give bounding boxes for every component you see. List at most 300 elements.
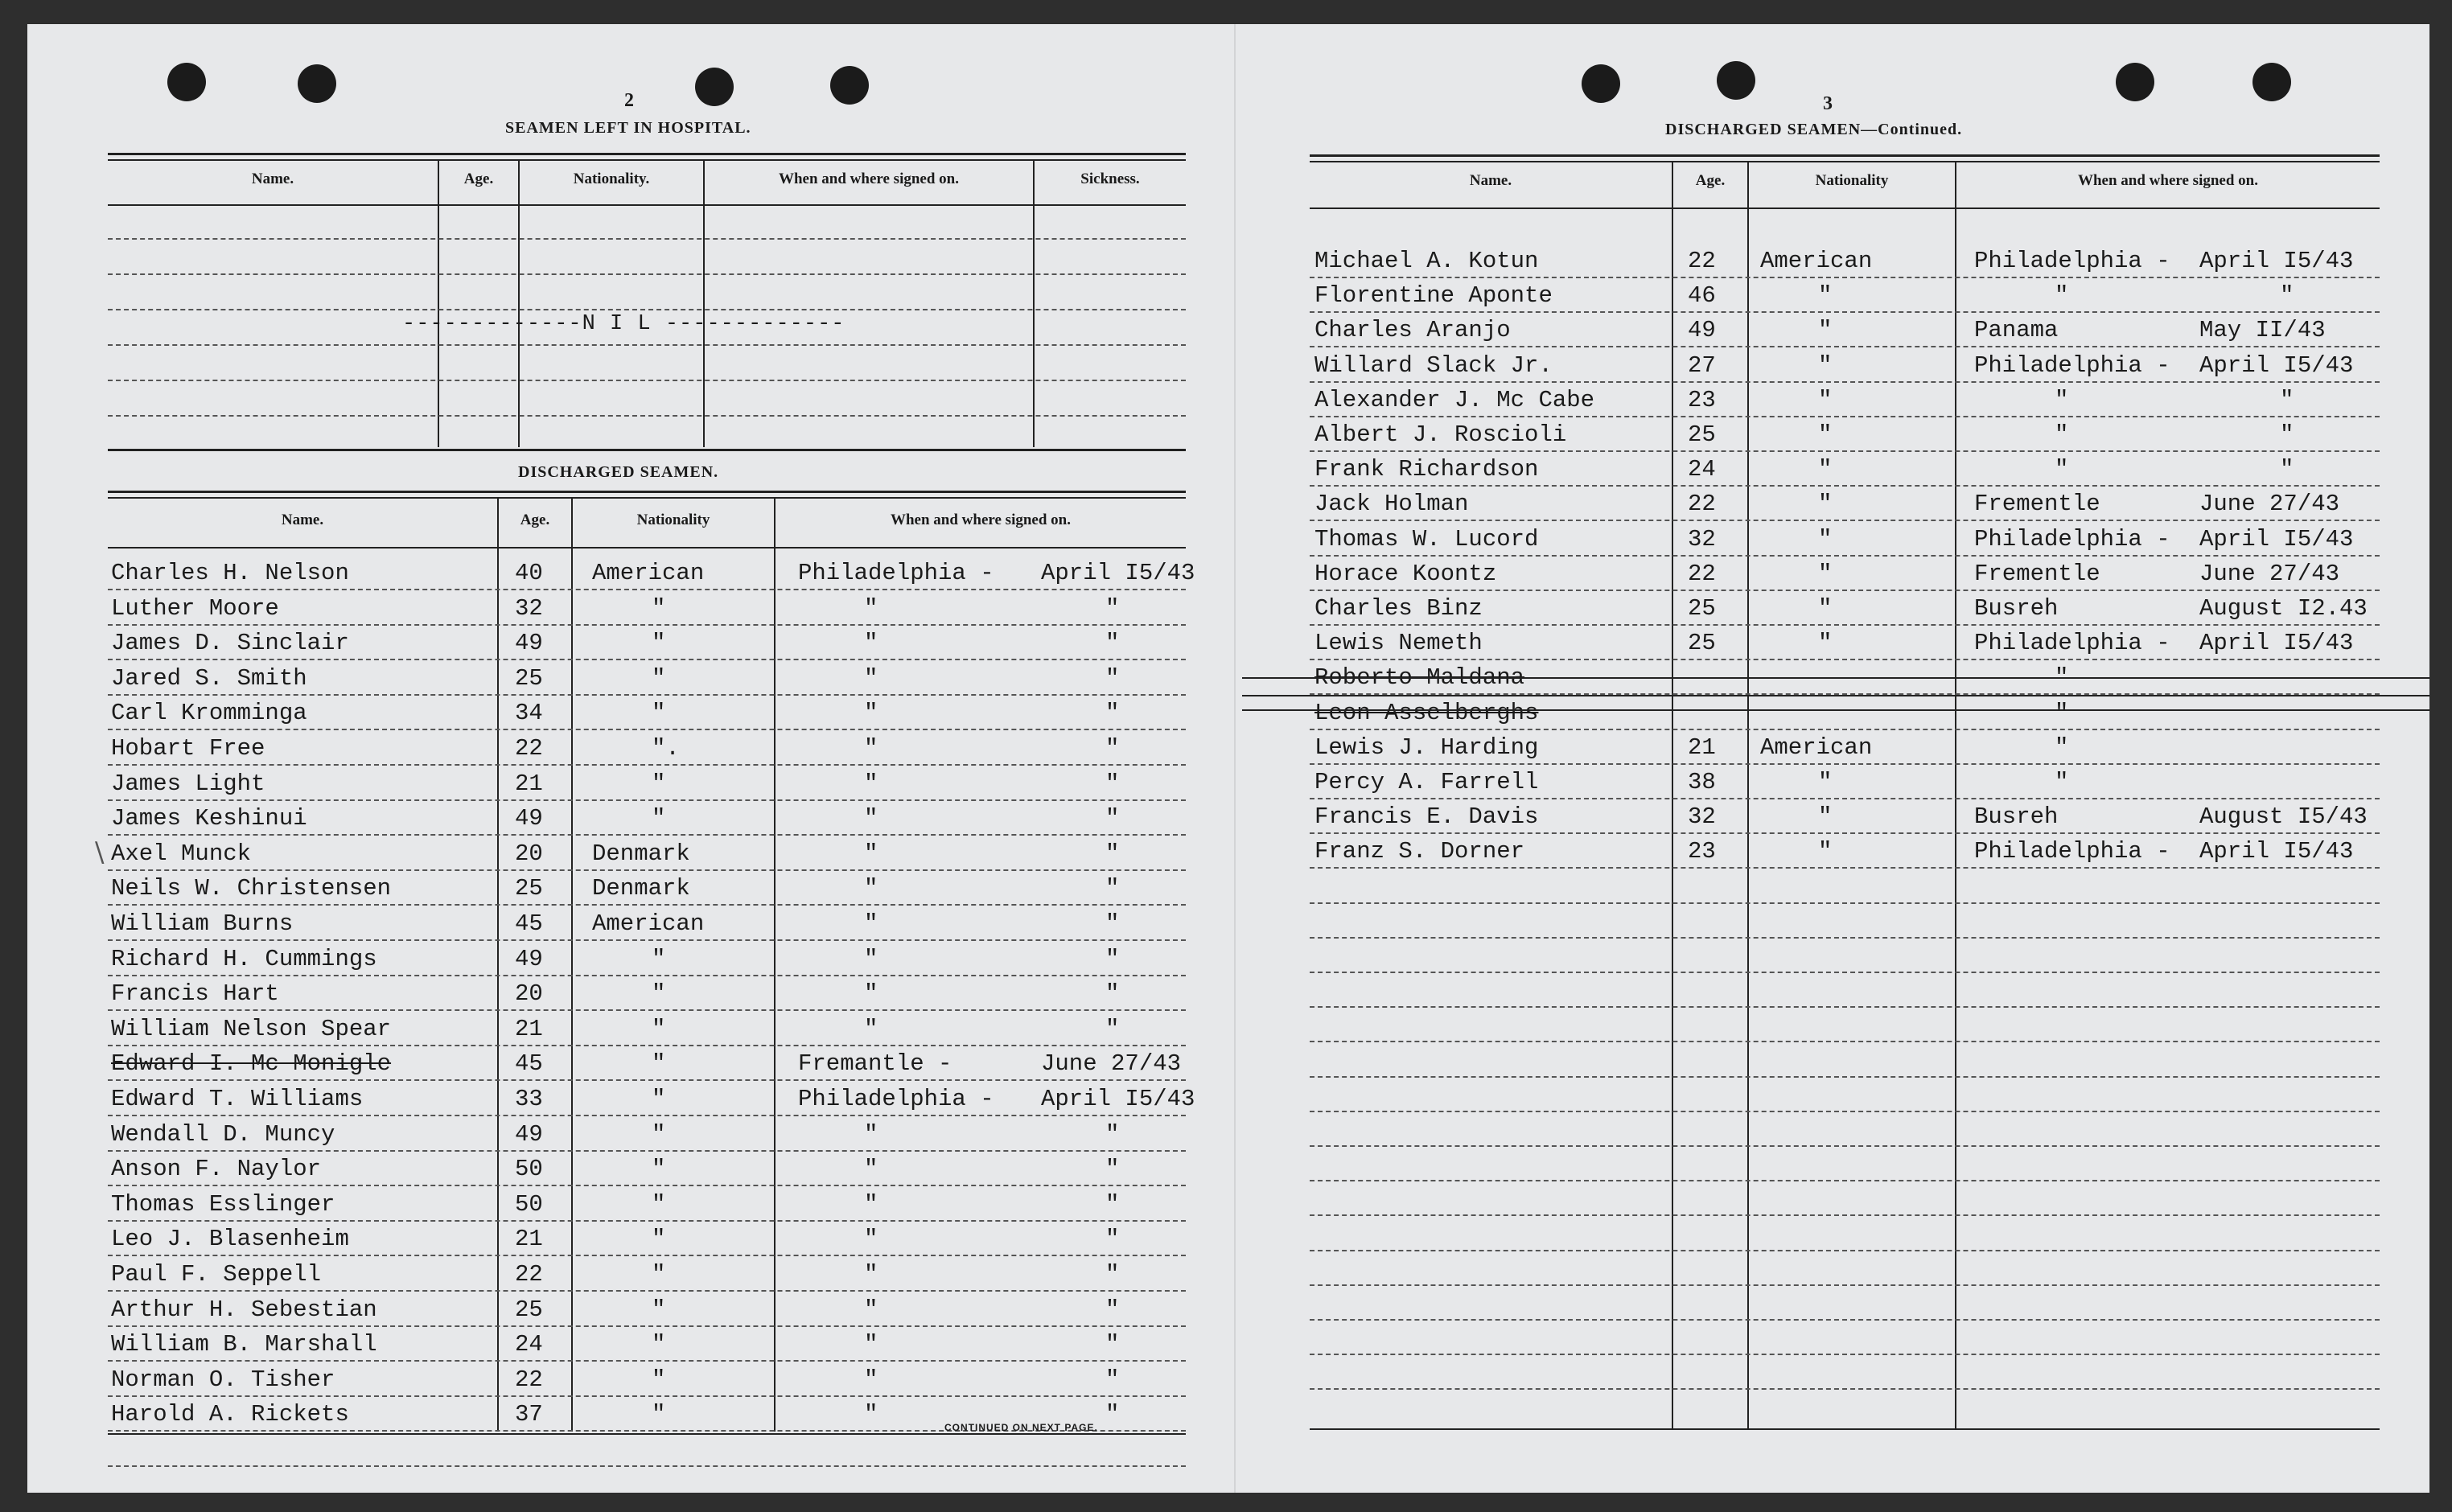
ruled-row	[1310, 1076, 2380, 1078]
seaman-age: 22	[1688, 248, 1716, 274]
column-divider	[497, 499, 499, 1432]
seaman-name: Richard H. Cummings	[111, 946, 377, 972]
seaman-name: Albert J. Roscioli	[1314, 421, 1567, 448]
seaman-age: 37	[515, 1401, 543, 1428]
discharged-continued-title: DISCHARGED SEAMEN—Continued.	[1665, 121, 1963, 138]
page-number-right: 3	[1823, 93, 1833, 114]
seaman-age: 21	[515, 1226, 543, 1252]
signed-on-date: April I5/43	[2199, 248, 2354, 274]
seaman-nationality: "	[652, 980, 666, 1007]
signed-on-date: "	[1105, 735, 1120, 762]
ruled-row	[108, 1079, 1186, 1081]
signed-on-place: "	[864, 1261, 878, 1288]
seaman-name: Axel Munck	[111, 840, 252, 867]
seaman-age: 21	[515, 1016, 543, 1042]
ruled-row	[1310, 485, 2380, 487]
signed-on-date: "	[1105, 1401, 1120, 1428]
seaman-age: 49	[515, 630, 543, 656]
ruled-row	[108, 764, 1186, 766]
ruled-row	[1310, 590, 2380, 591]
seaman-name: Willard Slack Jr.	[1314, 352, 1553, 379]
rule	[108, 497, 1186, 499]
seaman-nationality: American	[1760, 734, 1873, 761]
seaman-name: Edward T. Williams	[111, 1086, 364, 1112]
col-nationality-header: Nationality.	[573, 171, 650, 187]
ruled-row	[1310, 555, 2380, 557]
signed-on-place: "	[864, 980, 878, 1007]
seaman-name: Thomas Esslinger	[111, 1191, 335, 1218]
rule	[108, 1433, 1186, 1435]
signed-on-place: "	[864, 700, 878, 726]
ruled-row	[108, 1395, 1186, 1397]
signed-on-place: "	[2055, 700, 2069, 726]
signed-on-date: "	[1105, 1016, 1120, 1042]
rule	[1310, 1428, 2380, 1430]
col-signed-on-header: When and where signed on.	[778, 171, 959, 187]
column-divider	[774, 499, 776, 1432]
signed-on-date: "	[2280, 421, 2294, 448]
signed-on-place: Philadelphia -	[798, 560, 994, 586]
seaman-age: 32	[1688, 526, 1716, 553]
ruled-row	[1310, 1214, 2380, 1216]
ruled-row	[108, 729, 1186, 730]
signed-on-date: "	[1105, 700, 1120, 726]
ruled-row	[1310, 346, 2380, 347]
signed-on-place: "	[864, 1156, 878, 1182]
seaman-nationality: "	[652, 1366, 666, 1393]
seaman-name: Charles Binz	[1314, 595, 1483, 622]
signed-on-date: "	[1105, 840, 1120, 867]
signed-on-date: "	[1105, 770, 1120, 797]
col-name-header: Name.	[251, 171, 294, 187]
seaman-name: Leo J. Blasenheim	[111, 1226, 349, 1252]
seaman-nationality: "	[652, 1261, 666, 1288]
signed-on-date: April I5/43	[2199, 526, 2354, 553]
seaman-name: William B. Marshall	[111, 1331, 377, 1358]
seaman-name: William Nelson Spear	[111, 1016, 392, 1042]
seaman-name: Charles Aranjo	[1314, 317, 1511, 343]
seaman-age: 40	[515, 560, 543, 586]
seaman-nationality: "	[1818, 387, 1833, 413]
signed-on-place: Frementle	[1974, 491, 2100, 517]
signed-on-place: "	[864, 1366, 878, 1393]
ruled-row	[108, 904, 1186, 906]
seaman-name: Frank Richardson	[1314, 456, 1539, 483]
column-divider	[1747, 162, 1749, 1428]
signed-on-place: "	[864, 805, 878, 832]
seaman-nationality: "	[1818, 838, 1833, 865]
ruled-row	[1310, 798, 2380, 799]
signed-on-place: "	[864, 770, 878, 797]
seaman-nationality: "	[652, 700, 666, 726]
seaman-nationality: "	[1818, 352, 1833, 379]
seaman-name: Alexander J. Mc Cabe	[1314, 387, 1595, 413]
column-divider	[703, 161, 705, 447]
seaman-age: 25	[515, 665, 543, 692]
seaman-nationality: "	[652, 1050, 666, 1077]
seaman-nationality: "	[1818, 595, 1833, 622]
seaman-nationality: "	[652, 1121, 666, 1148]
ruled-row	[1310, 1006, 2380, 1008]
seaman-nationality: "	[652, 665, 666, 692]
seaman-name: Paul F. Seppell	[111, 1261, 322, 1288]
seaman-name: Carl Kromminga	[111, 700, 307, 726]
rule	[108, 449, 1186, 451]
signed-on-date: "	[1105, 630, 1120, 656]
signed-on-date: "	[1105, 1331, 1120, 1358]
seaman-nationality: "	[1818, 769, 1833, 795]
signed-on-place: Frementle	[1974, 561, 2100, 587]
signed-on-place: "	[864, 735, 878, 762]
seaman-name: Harold A. Rickets	[111, 1401, 349, 1428]
signed-on-place: "	[2055, 387, 2069, 413]
ruled-row	[1310, 867, 2380, 869]
signed-on-date: "	[1105, 1226, 1120, 1252]
ruled-row	[108, 1115, 1186, 1116]
seaman-name: Neils W. Christensen	[111, 875, 392, 902]
ruled-row	[1310, 1180, 2380, 1181]
seaman-age: 25	[1688, 630, 1716, 656]
seaman-nationality: American	[592, 560, 705, 586]
ruled-row	[108, 1465, 1186, 1467]
seaman-age: 22	[515, 735, 543, 762]
ruled-row	[108, 1220, 1186, 1222]
seaman-nationality: "	[1818, 491, 1833, 517]
discharged-section-title: DISCHARGED SEAMEN.	[518, 463, 719, 481]
col-age-header: Age.	[463, 171, 494, 187]
seaman-age: 20	[515, 980, 543, 1007]
handwritten-check-mark: \	[95, 836, 105, 869]
col-name-header: Name.	[1469, 172, 1512, 189]
column-divider	[1033, 161, 1035, 447]
rule	[1310, 207, 2380, 209]
seaman-nationality: "	[652, 1331, 666, 1358]
signed-on-place: Philadelphia -	[1974, 248, 2170, 274]
seaman-age: 20	[515, 840, 543, 867]
signed-on-place: "	[864, 1226, 878, 1252]
ruled-row	[1310, 729, 2380, 730]
seaman-age: 23	[1688, 387, 1716, 413]
ruled-row	[1310, 624, 2380, 626]
punch-hole	[1717, 61, 1755, 100]
seaman-nationality: "	[652, 946, 666, 972]
signed-on-date: April I5/43	[2199, 352, 2354, 379]
col-age-header: Age.	[1695, 172, 1726, 189]
col-signed-on-header: When and where signed on.	[890, 512, 1071, 528]
seaman-age: 25	[515, 875, 543, 902]
ruled-row	[108, 1045, 1186, 1046]
continued-footer: CONTINUED ON NEXT PAGE.	[944, 1422, 1098, 1433]
seaman-name: James Light	[111, 770, 265, 797]
seaman-nationality: Denmark	[592, 875, 690, 902]
seaman-name: Norman O. Tisher	[111, 1366, 335, 1393]
ruled-row	[1310, 1145, 2380, 1147]
seaman-name: Anson F. Naylor	[111, 1156, 322, 1182]
ruled-row	[1310, 1250, 2380, 1251]
signed-on-date: May II/43	[2199, 317, 2326, 343]
ruled-row	[1310, 1388, 2380, 1390]
rule	[108, 204, 1186, 206]
seaman-age: 25	[1688, 595, 1716, 622]
signed-on-place: "	[864, 1121, 878, 1148]
rule	[108, 547, 1186, 549]
rule	[108, 159, 1186, 161]
signed-on-date: April I5/43	[1041, 560, 1195, 586]
punch-hole	[830, 66, 869, 105]
col-signed-on-header: When and where signed on.	[2077, 172, 2258, 189]
ruled-row	[108, 1255, 1186, 1256]
signed-on-date: June 27/43	[2199, 561, 2340, 587]
seaman-age: 32	[515, 595, 543, 622]
column-divider	[438, 161, 439, 447]
seaman-name: Jack Holman	[1314, 491, 1469, 517]
ruled-row	[1310, 277, 2380, 278]
ruled-row	[1310, 937, 2380, 939]
seaman-age: 21	[515, 770, 543, 797]
col-nationality-header: Nationality	[636, 512, 710, 528]
seaman-nationality: "	[652, 1191, 666, 1218]
signed-on-place: Panama	[1974, 317, 2059, 343]
seaman-name: Florentine Aponte	[1314, 282, 1553, 309]
ruled-row	[1310, 902, 2380, 904]
seaman-nationality: "	[652, 1156, 666, 1182]
signed-on-place: "	[864, 910, 878, 937]
ruled-row	[1310, 659, 2380, 660]
seaman-name: Roberto Maldana	[1314, 664, 1525, 691]
hospital-section-title: SEAMEN LEFT IN HOSPITAL.	[505, 119, 751, 137]
seaman-nationality: "	[1818, 421, 1833, 448]
seaman-age: 24	[1688, 456, 1716, 483]
seaman-age: 23	[1688, 838, 1716, 865]
seaman-nationality: "	[652, 1401, 666, 1428]
seaman-age: 45	[515, 910, 543, 937]
strike-rule	[1242, 677, 2429, 679]
signed-on-place: "	[864, 1191, 878, 1218]
seaman-age: 27	[1688, 352, 1716, 379]
seaman-name: Wendall D. Muncy	[111, 1121, 335, 1148]
page-number-left: 2	[624, 90, 634, 111]
seaman-nationality: "	[652, 1016, 666, 1042]
seaman-name: Francis E. Davis	[1314, 803, 1539, 830]
signed-on-date: "	[1105, 946, 1120, 972]
seaman-age: 49	[515, 1121, 543, 1148]
signed-on-date: April I5/43	[1041, 1086, 1195, 1112]
seaman-name: Hobart Free	[111, 735, 265, 762]
signed-on-date: April I5/43	[2199, 838, 2354, 865]
ruled-row	[108, 975, 1186, 976]
ruled-row	[1310, 832, 2380, 834]
seaman-nationality: Denmark	[592, 840, 690, 867]
seaman-nationality: "	[652, 1226, 666, 1252]
seaman-name: Charles H. Nelson	[111, 560, 349, 586]
seaman-age: 22	[515, 1261, 543, 1288]
seaman-name: Francis Hart	[111, 980, 279, 1007]
col-name-header: Name.	[281, 512, 324, 528]
signed-on-date: "	[1105, 665, 1120, 692]
seaman-name: Thomas W. Lucord	[1314, 526, 1539, 553]
signed-on-place: "	[2055, 421, 2069, 448]
seaman-age: 49	[1688, 317, 1716, 343]
ruled-row	[108, 238, 1186, 240]
col-age-header: Age.	[520, 512, 550, 528]
signed-on-place: "	[2055, 769, 2069, 795]
ruled-row	[108, 624, 1186, 626]
seaman-nationality: "	[1818, 561, 1833, 587]
seaman-age: 22	[1688, 491, 1716, 517]
seaman-nationality: "	[652, 1296, 666, 1323]
seaman-nationality: ".	[652, 735, 680, 762]
signed-on-place: Philadelphia -	[1974, 838, 2170, 865]
seaman-name: William Burns	[111, 910, 294, 937]
punch-hole	[2252, 63, 2291, 101]
ruled-row	[108, 799, 1186, 801]
signed-on-place: Busreh	[1974, 803, 2059, 830]
ruled-row	[108, 834, 1186, 836]
seaman-nationality: "	[1818, 456, 1833, 483]
ruled-row	[1310, 1284, 2380, 1286]
ruled-row	[108, 1290, 1186, 1292]
ruled-row	[108, 1360, 1186, 1362]
ruled-row	[108, 939, 1186, 941]
seaman-nationality: "	[1818, 630, 1833, 656]
rule	[1310, 154, 2380, 157]
signed-on-date: "	[1105, 1366, 1120, 1393]
seaman-name: Arthur H. Sebestian	[111, 1296, 377, 1323]
ruled-row	[108, 589, 1186, 590]
signed-on-place: "	[864, 840, 878, 867]
seaman-age: 32	[1688, 803, 1716, 830]
ruled-row	[108, 380, 1186, 381]
ruled-row	[1310, 381, 2380, 383]
strike-rule	[1242, 709, 2429, 711]
ruled-row	[108, 659, 1186, 660]
signed-on-date: "	[1105, 875, 1120, 902]
signed-on-place: "	[2055, 456, 2069, 483]
signed-on-date: "	[1105, 910, 1120, 937]
signed-on-place: Fremantle -	[798, 1050, 952, 1077]
punch-hole	[2116, 63, 2154, 101]
signed-on-date: "	[1105, 1296, 1120, 1323]
column-divider	[571, 499, 573, 1432]
signed-on-place: Busreh	[1974, 595, 2059, 622]
seaman-name: Percy A. Farrell	[1314, 769, 1539, 795]
seaman-name: Luther Moore	[111, 595, 279, 622]
ruled-row	[1310, 972, 2380, 973]
signed-on-place: "	[2055, 664, 2069, 691]
seaman-age: 21	[1688, 734, 1716, 761]
ruled-row	[1310, 520, 2380, 521]
ruled-row	[1310, 1354, 2380, 1355]
signed-on-place: "	[864, 946, 878, 972]
ruled-row	[1310, 311, 2380, 313]
ruled-row	[108, 1185, 1186, 1186]
seaman-age: 25	[515, 1296, 543, 1323]
signed-on-place: "	[2055, 282, 2069, 309]
rule	[108, 491, 1186, 493]
ruled-row	[1310, 763, 2380, 765]
seaman-age: 49	[515, 946, 543, 972]
ruled-row	[108, 344, 1186, 346]
ruled-row	[1310, 1319, 2380, 1321]
seaman-age: 50	[515, 1156, 543, 1182]
ruled-row	[1310, 450, 2380, 452]
signed-on-date: "	[1105, 1156, 1120, 1182]
col-nationality-header: Nationality	[1815, 172, 1889, 189]
seaman-name: Jared S. Smith	[111, 665, 307, 692]
column-divider	[1672, 162, 1673, 1428]
seaman-nationality: "	[652, 805, 666, 832]
signed-on-date: "	[1105, 980, 1120, 1007]
ruled-row	[108, 309, 1186, 310]
signed-on-place: "	[864, 1296, 878, 1323]
seaman-name: Edward I. Mc Monigle	[111, 1050, 392, 1077]
ruled-row	[108, 1325, 1186, 1327]
seaman-age: 49	[515, 805, 543, 832]
seaman-nationality: "	[652, 595, 666, 622]
signed-on-place: Philadelphia -	[798, 1086, 994, 1112]
column-divider	[518, 161, 520, 447]
signed-on-date: "	[1105, 805, 1120, 832]
seaman-age: 33	[515, 1086, 543, 1112]
seaman-name: James D. Sinclair	[111, 630, 349, 656]
seaman-age: 38	[1688, 769, 1716, 795]
ruled-row	[108, 1009, 1186, 1011]
signed-on-date: "	[2280, 282, 2294, 309]
seaman-nationality: "	[652, 770, 666, 797]
seaman-age: 24	[515, 1331, 543, 1358]
signed-on-date: August I5/43	[2199, 803, 2368, 830]
seaman-nationality: "	[652, 630, 666, 656]
seaman-name: Horace Koontz	[1314, 561, 1497, 587]
signed-on-date: "	[1105, 1261, 1120, 1288]
hospital-nil-entry: -------------N I L -------------	[402, 312, 845, 336]
seaman-nationality: "	[1818, 526, 1833, 553]
signed-on-place: "	[864, 665, 878, 692]
signed-on-date: "	[1105, 595, 1120, 622]
seaman-name: Lewis J. Harding	[1314, 734, 1539, 761]
signed-on-date: June 27/43	[1041, 1050, 1182, 1077]
signed-on-date: April I5/43	[2199, 630, 2354, 656]
signed-on-date: "	[2280, 387, 2294, 413]
seaman-age: 25	[1688, 421, 1716, 448]
seaman-age: 45	[515, 1050, 543, 1077]
strike-rule	[1242, 695, 2429, 696]
seaman-age: 22	[1688, 561, 1716, 587]
rule	[1310, 161, 2380, 162]
signed-on-date: "	[2280, 456, 2294, 483]
signed-on-place: Philadelphia -	[1974, 630, 2170, 656]
seaman-name: James Keshinui	[111, 805, 307, 832]
signed-on-place: "	[864, 875, 878, 902]
signed-on-place: "	[864, 595, 878, 622]
ruled-row	[108, 415, 1186, 417]
seaman-nationality: "	[1818, 803, 1833, 830]
page-fold	[1234, 24, 1236, 1493]
punch-hole	[298, 64, 336, 103]
signed-on-date: August I2.43	[2199, 595, 2368, 622]
punch-hole	[167, 63, 206, 101]
document-sheet	[27, 24, 2429, 1493]
seaman-age: 46	[1688, 282, 1716, 309]
col-sickness-header: Sickness.	[1080, 171, 1140, 187]
seaman-name: Leon Asselberghs	[1314, 700, 1539, 726]
seaman-age: 50	[515, 1191, 543, 1218]
signed-on-place: "	[2055, 734, 2069, 761]
ruled-row	[1310, 1041, 2380, 1042]
seaman-nationality: "	[1818, 282, 1833, 309]
signed-on-place: "	[864, 1331, 878, 1358]
signed-on-date: "	[1105, 1191, 1120, 1218]
